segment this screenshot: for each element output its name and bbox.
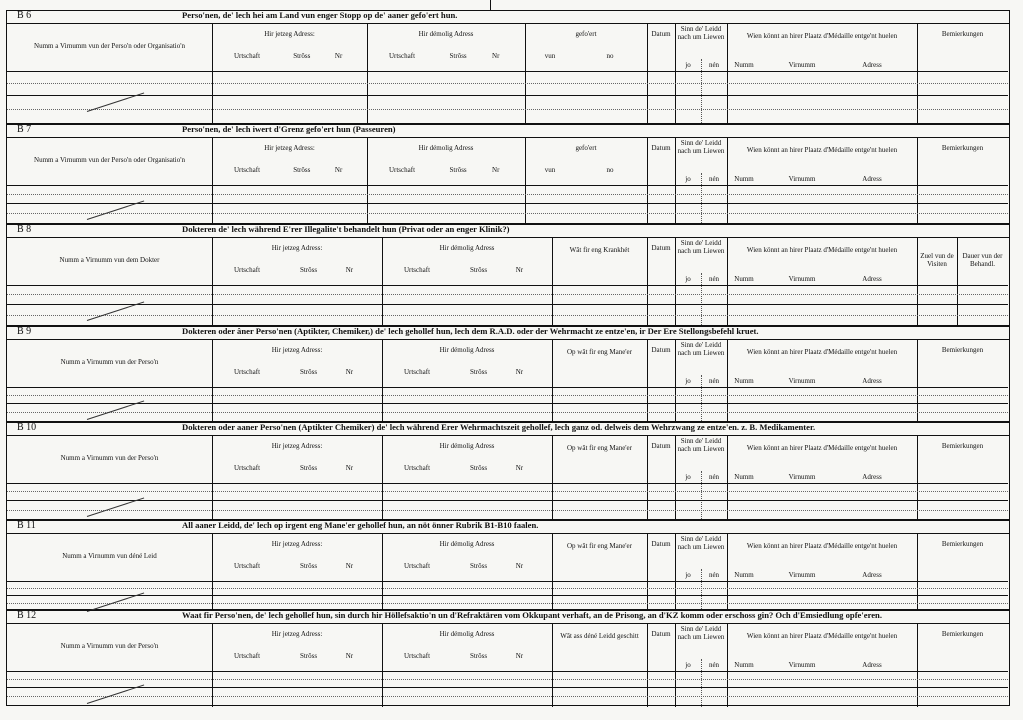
first-column-header: Numm a Virnumm vun der Perso'n oder Organisatio'n	[34, 156, 185, 164]
no-label: nén	[708, 275, 720, 283]
detail-header: Op wât fir eng Mane'er	[566, 444, 632, 452]
name-label: Numm	[734, 661, 754, 669]
urtschaft-label: Urtschaft	[233, 166, 261, 174]
section-grid	[6, 23, 1010, 124]
column-divider	[727, 340, 728, 423]
urtschaft-label: Urtschaft	[388, 52, 416, 60]
address-label: Adress	[862, 61, 882, 69]
section-b10	[6, 422, 1010, 520]
former-address-header: Hir démolig Adress	[418, 30, 474, 38]
first-column-header: Numm a Virnumm vun der Perso'n oder Organisatio'n	[34, 42, 185, 50]
section-code: B 10	[17, 422, 37, 433]
from-label: vun	[544, 166, 556, 174]
address-label: Adress	[862, 275, 882, 283]
section-b8	[6, 224, 1010, 326]
name-label: Numm	[734, 571, 754, 579]
nr-label: Nr	[515, 368, 524, 376]
section-grid	[6, 623, 1010, 706]
remarks-header: Bemierkungen	[941, 630, 984, 638]
to-label: no	[606, 52, 614, 60]
date-header: Datum	[651, 244, 671, 252]
nr-label: Nr	[492, 52, 500, 60]
medal-recipient-header: Wien könnt an hirer Plaatz d'Médaille entge'nt huelen	[746, 348, 898, 356]
current-address-header: Hir jetzeg Adress:	[271, 442, 323, 450]
firstname-label: Virnumm	[788, 175, 816, 183]
address-label: Adress	[862, 571, 882, 579]
no-label: nén	[708, 661, 720, 669]
urtschaft-label: Urtschaft	[403, 266, 431, 274]
row-dotted	[7, 679, 1008, 680]
remarks-header: Bemierkungen	[941, 30, 984, 38]
date-header: Datum	[651, 540, 671, 548]
section-header	[6, 124, 1010, 137]
section-code: B 7	[17, 124, 32, 135]
detail-header: Wât ass déné Leidd geschitt	[560, 632, 639, 640]
row-dotted	[7, 603, 1008, 604]
yes-label: jo	[685, 571, 691, 579]
yes-label: jo	[685, 275, 691, 283]
urtschaft-label: Urtschaft	[233, 464, 261, 472]
stross-label: Strôss	[293, 52, 311, 60]
current-address-header: Hir jetzeg Adress:	[264, 144, 315, 152]
stross-label: Strôss	[299, 652, 318, 660]
name-label: Numm	[734, 175, 754, 183]
visits-header: Zuel vun de Visiten	[920, 252, 954, 268]
header-bottom	[7, 71, 1008, 72]
stross-label: Strôss	[469, 266, 488, 274]
section-title: All aaner Leidd, de' lech op irgent eng Mane'er gehollef hun, an nöt önner Rubrik B1-B10 faalen.	[182, 520, 539, 530]
firstname-label: Virnumm	[788, 61, 816, 69]
nr-label: Nr	[492, 166, 500, 174]
urtschaft-label: Urtschaft	[403, 652, 431, 660]
urtschaft-label: Urtschaft	[403, 368, 431, 376]
alive-header: Sinn de' Leidd nach um Liewen	[677, 239, 725, 255]
former-address-header: Hir démolig Adress	[439, 244, 495, 252]
row-divider	[7, 687, 1008, 688]
stross-label: Strôss	[293, 166, 311, 174]
section-b6	[6, 10, 1010, 124]
urtschaft-label: Urtschaft	[403, 562, 431, 570]
first-column-header: Numm a Virnumm vun der Perso'n	[60, 642, 159, 650]
no-label: nén	[708, 61, 720, 69]
from-label: vun	[544, 52, 556, 60]
nr-label: Nr	[345, 368, 354, 376]
row-divider	[7, 500, 1008, 501]
section-grid	[6, 339, 1010, 422]
nr-label: Nr	[334, 52, 343, 60]
firstname-label: Virnumm	[788, 571, 816, 579]
section-header	[6, 610, 1010, 623]
row-dotted	[7, 696, 1008, 697]
yes-label: jo	[685, 661, 691, 669]
section-grid	[6, 435, 1010, 520]
no-label: nén	[708, 571, 720, 579]
date-header: Datum	[651, 144, 671, 152]
yes-label: jo	[685, 61, 691, 69]
alive-header: Sinn de' Leidd nach um Liewen	[677, 535, 725, 551]
former-address-header: Hir démolig Adress	[439, 442, 495, 450]
row-dotted	[7, 412, 1008, 413]
former-address-header: Hir démolig Adress	[439, 346, 495, 354]
section-b9	[6, 326, 1010, 422]
section-title: Perso'nen, de' lech hei am Land vun enger Stopp op de' aaner gefo'ert hun.	[182, 10, 458, 20]
nr-label: Nr	[345, 652, 354, 660]
medal-recipient-header: Wien könnt an hirer Plaatz d'Médaille entge'nt huelen	[746, 632, 898, 640]
medal-recipient-header: Wien könnt an hirer Plaatz d'Médaille entge'nt huelen	[746, 246, 898, 254]
no-label: nén	[708, 473, 720, 481]
stross-label: Strôss	[469, 368, 488, 376]
alive-header: Sinn de' Leidd nach um Liewen	[677, 139, 725, 155]
remarks-header: Bemierkungen	[941, 346, 984, 354]
section-title: Dokteren oder aaner Perso'nen (Aptikter Chemiker) de' lech während Erer Wehrmachtszeit gehollef, lech ganz od. delweis dem Wehrzwang ze entze'en. z. B. Medikamenter.	[182, 422, 816, 432]
row-divider	[7, 403, 1008, 404]
medal-recipient-header: Wien könnt an hirer Plaatz d'Médaille entge'nt huelen	[746, 32, 898, 40]
remarks-header: Bemierkungen	[941, 144, 984, 152]
row-dotted	[7, 83, 1008, 84]
duration-header: Dauer vun der Behandl.	[962, 252, 1003, 268]
date-header: Datum	[651, 30, 671, 38]
row-dotted	[7, 510, 1008, 511]
firstname-label: Virnumm	[788, 377, 816, 385]
address-label: Adress	[862, 377, 882, 385]
urtschaft-label: Urtschaft	[233, 652, 261, 660]
no-label: nén	[708, 377, 720, 385]
row-dotted	[7, 213, 1008, 214]
firstname-label: Virnumm	[788, 661, 816, 669]
date-header: Datum	[651, 346, 671, 354]
section-b11	[6, 520, 1010, 610]
row-dotted	[7, 294, 1008, 295]
firstname-label: Virnumm	[788, 473, 816, 481]
alive-header: Sinn de' Leidd nach um Liewen	[677, 341, 725, 357]
row-divider	[7, 595, 1008, 596]
first-column-header: Numm a Virnumm vun der Perso'n	[60, 358, 159, 366]
section-code: B 8	[17, 224, 32, 235]
section-header	[6, 10, 1010, 23]
top-tick-mark	[490, 0, 491, 10]
section-code: B 12	[17, 610, 37, 621]
row-dotted	[7, 588, 1008, 589]
firstname-label: Virnumm	[788, 275, 816, 283]
urtschaft-label: Urtschaft	[233, 368, 261, 376]
section-b7	[6, 124, 1010, 224]
medal-recipient-header: Wien könnt an hirer Plaatz d'Médaille entge'nt huelen	[746, 444, 898, 452]
stross-label: Strôss	[299, 562, 318, 570]
stross-label: Strôss	[449, 166, 467, 174]
remarks-header: Bemierkungen	[941, 540, 984, 548]
header-bottom	[7, 581, 1008, 582]
section-code: B 11	[17, 520, 36, 531]
nr-label: Nr	[515, 562, 524, 570]
row-divider	[7, 95, 1008, 96]
form-page	[6, 10, 1010, 716]
row-dotted	[7, 315, 1008, 316]
header-bottom	[7, 387, 1008, 388]
detail-header: Op wât fir eng Mane'er	[566, 348, 632, 356]
address-label: Adress	[862, 175, 882, 183]
urtschaft-label: Urtschaft	[403, 464, 431, 472]
urtschaft-label: Urtschaft	[233, 266, 261, 274]
medal-recipient-header: Wien könnt an hirer Plaatz d'Médaille entge'nt huelen	[746, 146, 898, 154]
section-code: B 6	[17, 10, 32, 21]
first-column-header: Numm a Virnumm vun déné Leid	[62, 552, 157, 560]
former-address-header: Hir démolig Adress	[439, 630, 495, 638]
name-label: Numm	[734, 377, 754, 385]
section-grid	[6, 533, 1010, 610]
section-b12	[6, 610, 1010, 706]
column-divider	[727, 624, 728, 707]
section-title: Waat fir Perso'nen, de' lech gehollef hun, sin durch hir Höllefsaktio'n un d'Refraktären vom Okkupant verhaft, an de Prisong, an d'KZ komm oder erschoss gin? Och d'Emsiedlung opfe'eren.	[182, 610, 882, 620]
current-address-header: Hir jetzeg Adress:	[271, 346, 323, 354]
section-header	[6, 224, 1010, 237]
header-bottom	[7, 185, 1008, 186]
name-label: Numm	[734, 61, 754, 69]
address-label: Adress	[862, 473, 882, 481]
row-divider	[7, 203, 1008, 204]
current-address-header: Hir jetzeg Adress:	[264, 30, 315, 38]
transport-header: gefo'ert	[575, 144, 597, 152]
stross-label: Strôss	[449, 52, 467, 60]
name-label: Numm	[734, 473, 754, 481]
nr-label: Nr	[345, 562, 354, 570]
section-header	[6, 326, 1010, 339]
medal-recipient-header: Wien könnt an hirer Plaatz d'Médaille entge'nt huelen	[746, 542, 898, 550]
transport-header: gefo'ert	[575, 30, 597, 38]
alive-header: Sinn de' Leidd nach um Liewen	[677, 625, 725, 641]
stross-label: Strôss	[469, 464, 488, 472]
yes-label: jo	[685, 175, 691, 183]
stross-label: Strôss	[299, 368, 318, 376]
nr-label: Nr	[515, 652, 524, 660]
current-address-header: Hir jetzeg Adress:	[271, 244, 323, 252]
detail-header: Op wât fir eng Mane'er	[566, 542, 632, 550]
section-title: Perso'nen, de' lech iwert d'Grenz gefo'ert hun (Passeuren)	[182, 124, 396, 134]
address-label: Adress	[862, 661, 882, 669]
section-code: B 9	[17, 326, 32, 337]
stross-label: Strôss	[469, 562, 488, 570]
column-divider	[727, 436, 728, 521]
current-address-header: Hir jetzeg Adress:	[271, 540, 323, 548]
alive-header: Sinn de' Leidd nach um Liewen	[677, 25, 725, 41]
remarks-header: Bemierkungen	[941, 442, 984, 450]
column-divider	[727, 534, 728, 611]
nr-label: Nr	[334, 166, 343, 174]
current-address-header: Hir jetzeg Adress:	[271, 630, 323, 638]
former-address-header: Hir démolig Adress	[418, 144, 474, 152]
nr-label: Nr	[515, 464, 524, 472]
nr-label: Nr	[515, 266, 524, 274]
alive-header: Sinn de' Leidd nach um Liewen	[677, 437, 725, 453]
row-dotted	[7, 194, 1008, 195]
date-header: Datum	[651, 630, 671, 638]
header-bottom	[7, 671, 1008, 672]
header-bottom	[7, 483, 1008, 484]
urtschaft-label: Urtschaft	[388, 166, 416, 174]
stross-label: Strôss	[299, 266, 318, 274]
section-title: Dokteren de' lech während E'rer Illegalite't behandelt hun (Privat oder an enger Klinik?)	[182, 224, 510, 234]
stross-label: Strôss	[469, 652, 488, 660]
first-column-header: Numm a Virnumm vun der Perso'n	[60, 454, 159, 462]
no-label: nén	[708, 175, 720, 183]
yes-label: jo	[685, 377, 691, 385]
header-bottom	[7, 285, 1008, 286]
row-dotted	[7, 109, 1008, 110]
to-label: no	[606, 166, 614, 174]
row-dotted	[7, 395, 1008, 396]
column-divider	[727, 238, 728, 327]
column-divider	[727, 138, 728, 225]
nr-label: Nr	[345, 464, 354, 472]
row-dotted	[7, 491, 1008, 492]
name-label: Numm	[734, 275, 754, 283]
section-title: Dokteren oder âner Perso'nen (Aptikter, Chemiker,) de' lech gehollef hun, lech dem R.A.D. oder der Wehrmacht ze entze'en, ir Der Ere Stellongsbefehl kruet.	[182, 326, 759, 336]
date-header: Datum	[651, 442, 671, 450]
yes-label: jo	[685, 473, 691, 481]
first-column-header: Numm a Virnumm vun dem Dokter	[59, 256, 160, 264]
former-address-header: Hir démolig Adress	[439, 540, 495, 548]
section-grid	[6, 237, 1010, 326]
row-divider	[7, 304, 1008, 305]
urtschaft-label: Urtschaft	[233, 562, 261, 570]
nr-label: Nr	[345, 266, 354, 274]
urtschaft-label: Urtschaft	[233, 52, 261, 60]
detail-header: Wât fir eng Krankhét	[569, 246, 630, 254]
section-grid	[6, 137, 1010, 224]
section-header	[6, 520, 1010, 533]
section-header	[6, 422, 1010, 435]
stross-label: Strôss	[299, 464, 318, 472]
